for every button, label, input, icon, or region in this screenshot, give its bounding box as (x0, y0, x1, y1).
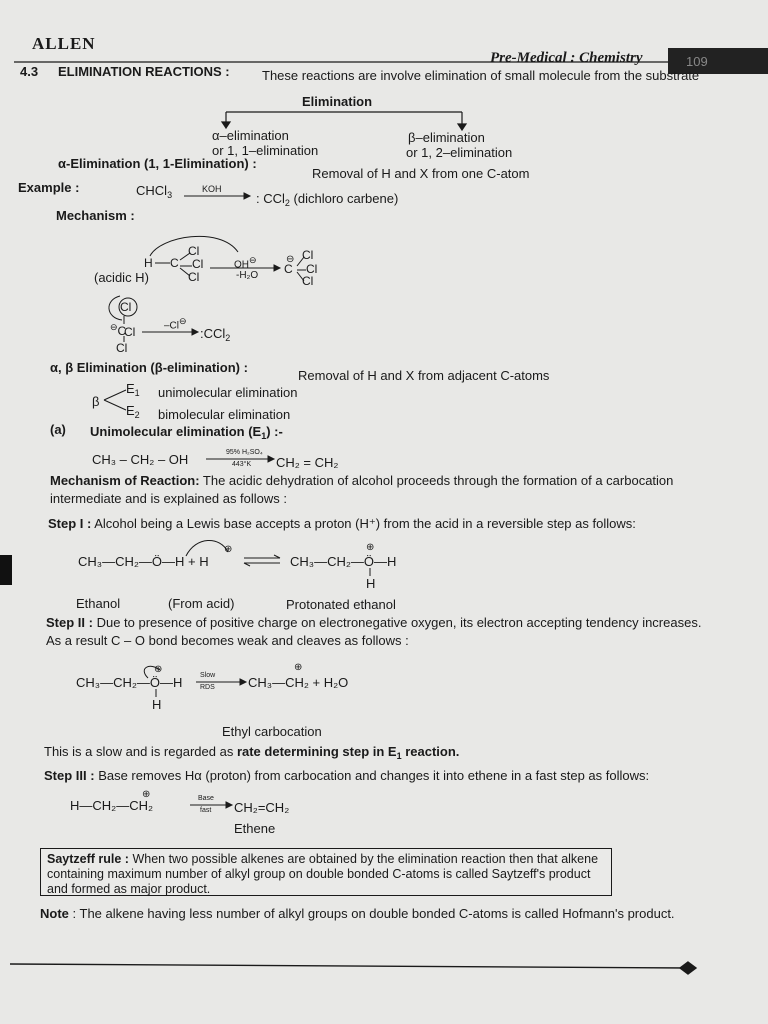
alpha-desc: Removal of H and X from one C-atom (312, 166, 530, 181)
beta-desc: Removal of H and X from adjacent C-atoms (298, 368, 550, 383)
note-text: Note : The alkene having less number of alkyl groups on double bonded C-atoms is called Hofmann's product. (40, 906, 675, 921)
step3-right: CH₂=CH₂ (234, 800, 290, 815)
mech2-cl-mid: Cl (124, 325, 136, 339)
step1-right-h: H (366, 576, 376, 591)
e1-label: $E_1$ (126, 381, 140, 398)
step2-right: CH₃—CH₂ + H₂O (248, 675, 349, 690)
mech-product-cl1: Cl (302, 248, 314, 262)
mechanism-of-reaction: Mechanism of Reaction: The acidic dehydration of alcohol proceeds through the formation of a carbocation intermediate and is explained as follows : (50, 473, 674, 506)
section-intro: These reactions are involve elimination of small molecule from the substrate (262, 68, 700, 83)
tree-right-2: or 1, 2–elimination (406, 145, 513, 160)
example-reactant: CHCl$_3$ (136, 183, 173, 200)
step1-name-ethanol: Ethanol (76, 596, 121, 611)
section-title: ELIMINATION REACTIONS : (58, 64, 230, 79)
mechanism-label: Mechanism : (56, 208, 135, 223)
section-number: 4.3 (20, 64, 39, 79)
step1-reagent-bottom: -H₂O (236, 270, 259, 281)
mech-cl-bot: Cl (188, 270, 200, 284)
e1-eq-right: CH₂ = CH₂ (276, 455, 339, 470)
step1-plus-right: ⊕ (366, 542, 375, 553)
step3-left: H—CH₂—CH₂ (70, 798, 154, 813)
mech2-curved-arrow (109, 296, 122, 320)
mech2-arrow (142, 329, 198, 335)
beta-heading: α, β Elimination (β-elimination) : (50, 360, 248, 375)
step2-arrow (196, 679, 246, 685)
beta-symbol: β (92, 394, 100, 409)
saytzeff-rule-box: Saytzeff rule : When two possible alkenes are obtained by the elimination reaction then that alkene containing maximum number of alkyl group on double bonded C-atoms is called Saytzeff's product and formed as major product. (40, 848, 612, 896)
mech1-bonds (155, 253, 306, 281)
mech2-cl-top: Cl (120, 300, 132, 314)
e2-label: $E_2$ (126, 403, 140, 420)
mech-h: H (144, 256, 153, 270)
acidic-h-label: (acidic H) (94, 270, 149, 285)
step3-reagent-top: Base (198, 795, 214, 802)
mech1-arrow (210, 265, 280, 271)
step3-product-name: Ethene (234, 821, 276, 836)
step2-rds-note: This is a slow and is regarded as rate determining step in $E_1$ reaction. (44, 744, 460, 761)
step2-text: Step II : Due to presence of positive charge on electronegative oxygen, its electron accepting tendency increases. As a result C – O bond becomes weak and cleaves as follows : (46, 615, 702, 648)
mech-product-c: C (284, 262, 293, 276)
step3-plus: ⊕ (142, 789, 151, 800)
step1-left: CH₃—CH₂—Ö—H + H (78, 554, 209, 569)
mech-c: C (170, 256, 179, 270)
e1-eq-left: CH₃ – CH₂ – OH (92, 452, 189, 467)
step2-left: CH₃—CH₂—Ö—H (76, 675, 183, 690)
tree-connector (222, 112, 466, 130)
step2-plus-right: ⊕ (294, 662, 303, 673)
tree-left-2: or 1, 1–elimination (212, 143, 319, 158)
mech2-circle (119, 298, 137, 316)
tree-root: Elimination (302, 94, 373, 109)
step1-reagent-top: OH⊖ (234, 255, 257, 271)
page-number: 109 (686, 54, 708, 69)
header-title: Pre-Medical : Chemistry (490, 50, 643, 66)
step1-right: CH₃—CH₂—Ö—H (290, 554, 397, 569)
e1-desc: unimolecular elimination (158, 385, 298, 400)
step1-curved-arrow (186, 540, 228, 556)
step2-product: :CCl$_2$ (200, 326, 231, 343)
e1-item-label: (a) (50, 422, 66, 437)
step3-arrow (190, 802, 232, 808)
mech2-cl-bot: Cl (116, 341, 128, 355)
example-arrow (184, 193, 250, 199)
allen-logo: ALLEN (32, 34, 96, 53)
step2-product-name: Ethyl carbocation (222, 724, 322, 739)
step2-curved-arrow (144, 664, 163, 678)
example-product: : CCl$_2$ (dichloro carbene) (256, 191, 399, 208)
e1-arrow (206, 456, 274, 462)
step2-reagent-bottom: RDS (200, 684, 215, 691)
step2-left-h: H (152, 697, 162, 712)
mech1-curved-arrow (150, 236, 238, 256)
mech2-c: ⊖C (110, 322, 127, 338)
step2-reagent-top: Slow (200, 672, 216, 679)
step3-reagent-bottom: fast (200, 807, 212, 814)
e1-eq-reagent-bottom: 443°K (232, 461, 252, 468)
example-label: Example : (18, 180, 80, 195)
beta-bracket (104, 390, 126, 410)
e1-eq-reagent-top: 95% H₂SO₄ (226, 449, 263, 456)
mech-product-cl2: Cl (306, 262, 318, 276)
tree-right-1: β–elimination (408, 130, 485, 145)
mech-cl-top: Cl (188, 244, 200, 258)
e2-desc: bimolecular elimination (158, 407, 291, 422)
footer-rule (10, 962, 696, 974)
step2-plus-left: ⊕ (154, 664, 163, 675)
step1-equilibrium (244, 555, 280, 566)
mech-cl-mid: Cl (192, 257, 204, 271)
e1-heading: Unimolecular elimination $(E_1)$ :- (90, 424, 283, 441)
mech-product-neg: ⊖ (286, 254, 295, 265)
step2-reagent: –Cl⊖ (164, 316, 187, 332)
step1-name-protonated: Protonated ethanol (286, 597, 396, 612)
step1-name-acid: (From acid) (168, 596, 235, 611)
example-reagent: KOH (202, 184, 222, 194)
step3-text: Step III : Base removes Hα (proton) from carbocation and changes it into ethene in a fast step as follows: (44, 768, 650, 783)
tree-left-1: α–elimination (212, 128, 289, 143)
step1-plus-left: ⊕ (224, 544, 233, 555)
mech-product-cl3: Cl (302, 274, 314, 288)
alpha-heading: α-Elimination (1, 1-Elimination) : (58, 156, 257, 171)
step1-text: Step I : Alcohol being a Lewis base accepts a proton (H⁺) from the acid in a reversible step as follows: (48, 516, 636, 531)
